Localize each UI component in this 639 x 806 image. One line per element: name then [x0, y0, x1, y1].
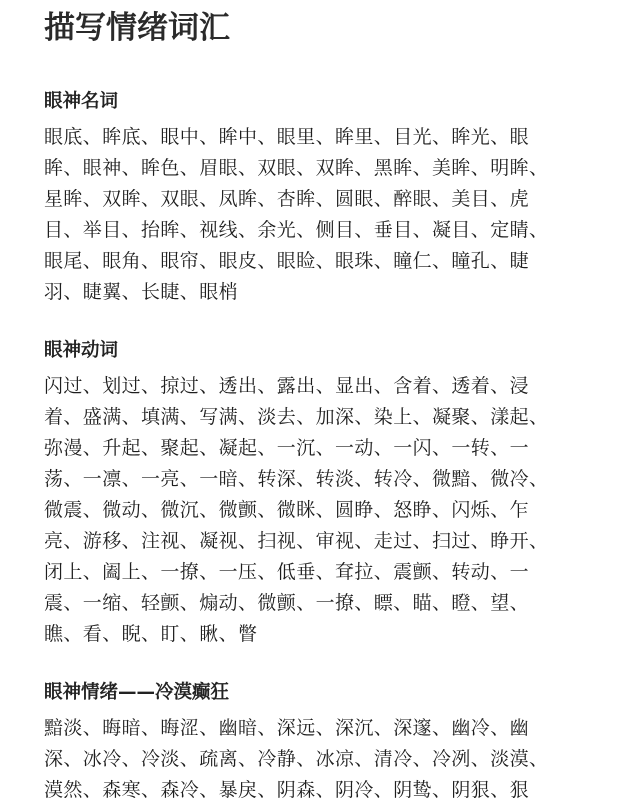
text-line: 漠然、森寒、森冷、暴戾、阴森、阴冷、阴鸷、阴狠、狠 [44, 779, 530, 801]
text-line: 目、举目、抬眸、视线、余光、侧目、垂目、凝目、定睛、 [44, 219, 549, 241]
section-body [44, 371, 624, 650]
text-line: 眸、眼神、眸色、眉眼、双眼、双眸、黑眸、美眸、明眸、 [44, 157, 549, 179]
text-line: 黯淡、晦暗、晦涩、幽暗、深远、深沉、深邃、幽冷、幽 [44, 717, 530, 739]
section-heading: 眼神动词 [44, 340, 119, 361]
section-heading: 眼神名词 [44, 91, 119, 112]
document-title: 描写情绪词汇 [44, 10, 230, 46]
section-eye-verbs [44, 339, 624, 650]
text-line: 眼底、眸底、眼中、眸中、眼里、眸里、目光、眸光、眼 [44, 126, 530, 148]
text-line: 着、盛满、填满、写满、淡去、加深、染上、凝聚、漾起、 [44, 406, 549, 428]
text-line: 微震、微动、微沉、微颤、微眯、圆睁、怒睁、闪烁、乍 [44, 499, 530, 521]
text-line: 羽、睫翼、长睫、眼梢 [44, 281, 239, 303]
section-body [44, 713, 624, 806]
text-line: 瞧、看、睨、盯、瞅、瞥 [44, 623, 258, 645]
text-line: 闭上、阖上、一撩、一压、低垂、耷拉、震颤、转动、一 [44, 561, 530, 583]
text-line: 深、冰冷、冷淡、疏离、冷静、冰凉、清冷、冷冽、淡漠、 [44, 748, 549, 770]
text-line: 眼尾、眼角、眼帘、眼皮、眼睑、眼珠、瞳仁、瞳孔、睫 [44, 250, 530, 272]
text-line: 星眸、双眸、双眼、凤眸、杏眸、圆眼、醉眼、美目、虎 [44, 188, 530, 210]
text-line: 震、一缩、轻颤、煽动、微颤、一撩、瞟、瞄、瞪、望、 [44, 592, 530, 614]
section-eye-emotions-cold [44, 681, 624, 806]
text-line: 闪过、划过、掠过、透出、露出、显出、含着、透着、浸 [44, 375, 530, 397]
section-body [44, 122, 624, 308]
text-line: 荡、一凛、一亮、一暗、转深、转淡、转冷、微黯、微冷、 [44, 468, 549, 490]
section-eye-nouns [44, 90, 624, 308]
text-line: 弥漫、升起、聚起、凝起、一沉、一动、一闪、一转、一 [44, 437, 530, 459]
text-line: 亮、游移、注视、凝视、扫视、审视、走过、扫过、睁开、 [44, 530, 549, 552]
section-heading: 眼神情绪——冷漠癫狂 [44, 682, 230, 703]
